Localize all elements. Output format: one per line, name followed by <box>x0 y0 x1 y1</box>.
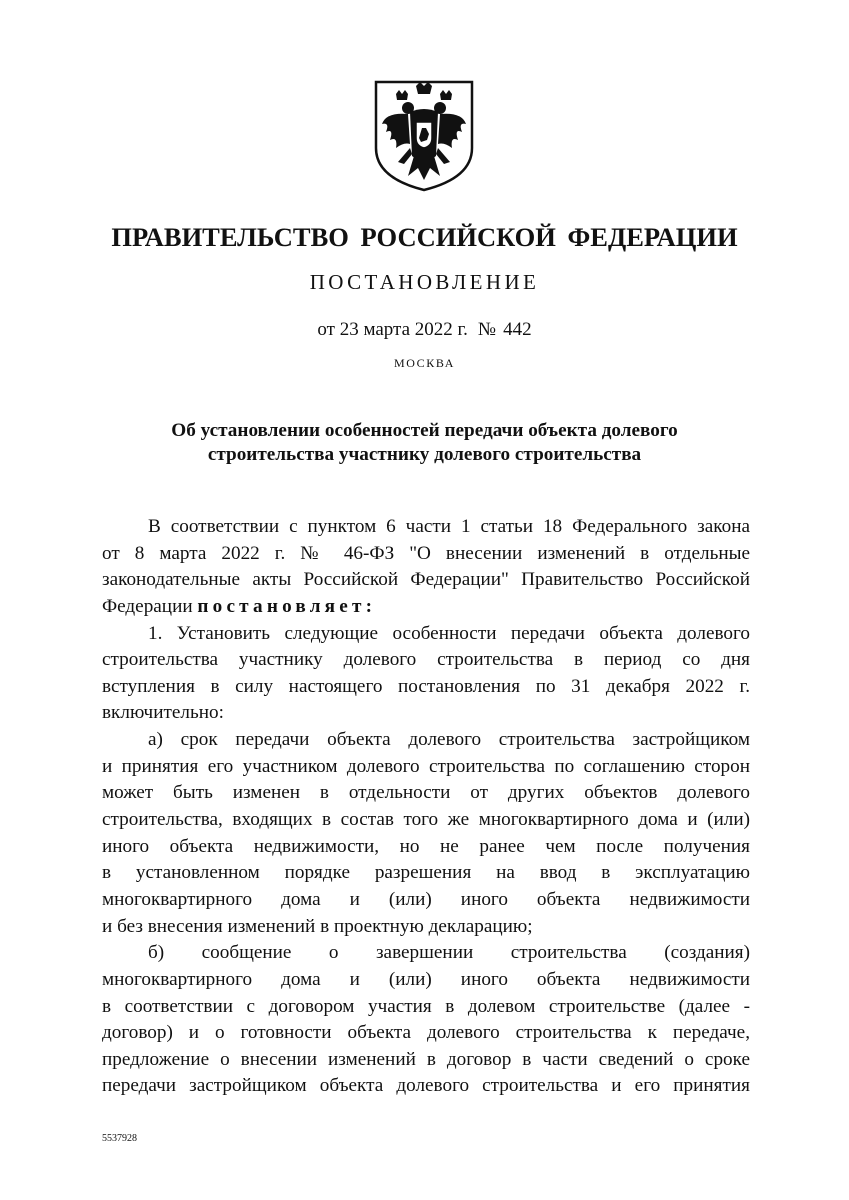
text-line: и без внесения изменений в проектную декларацию; <box>102 915 533 937</box>
text-line: предложение о внесении изменений в договор в части сведений о сроке <box>102 1048 750 1070</box>
footer-code: 5537928 <box>102 1133 137 1144</box>
text-line: вступления в силу настоящего постановления по 31 декабря 2022 г. <box>102 675 750 697</box>
document-number: 442 <box>503 319 532 340</box>
text-line: законодательные акты Российской Федерации" Правительство Российской <box>102 569 750 591</box>
text-line: передачи застройщиком объекта долевого строительства и его принятия <box>102 1075 750 1097</box>
text-line: строительства участнику долевого строительства в период со дня <box>102 649 750 671</box>
preamble-last-word: Федерации <box>102 595 193 617</box>
text-line: строительства, входящих в состав того же многоквартирного дома и (или) <box>102 809 750 831</box>
text-line: и принятия его участником долевого строительства по соглашению сторон <box>102 755 750 777</box>
subject-line-2: строительства участнику долевого строительства <box>207 444 642 465</box>
subject-line-1: Об установлении особенностей передачи объекта долевого <box>171 420 678 441</box>
text-line: в соответствии с договором участия в долевом строительстве (далее - <box>102 995 750 1017</box>
text-line: В соответствии с пунктом 6 части 1 статьи 18 Федерального закона <box>148 516 750 537</box>
document-date: от 23 марта 2022 г. <box>317 319 468 340</box>
document-type: ПОСТАНОВЛЕНИЕ <box>309 270 540 294</box>
russian-coat-of-arms-icon <box>372 78 476 192</box>
text-line <box>102 594 750 621</box>
text-line: включительно: <box>102 702 224 724</box>
text-line: многоквартирного дома и (или) иного объекта недвижимости <box>102 968 750 990</box>
number-sign: № <box>477 319 497 340</box>
document-subject <box>0 419 849 467</box>
decree-word: постановляет: <box>197 595 377 617</box>
text-line: 1. Установить следующие особенности передачи объекта долевого <box>148 622 750 644</box>
text-line: в установленном порядке разрешения на ввод в эксплуатацию <box>102 862 750 884</box>
text-line: многоквартирного дома и (или) иного объекта недвижимости <box>102 888 750 910</box>
text-line: может быть изменен в отдельности от других объектов долевого <box>102 782 750 804</box>
text-line: иного объекта недвижимости, но не ранее чем после получения <box>102 835 750 857</box>
document-body <box>102 514 750 1100</box>
document-date-line <box>0 319 849 341</box>
text-line: а) срок передачи объекта долевого строительства застройщиком <box>148 729 750 751</box>
government-title: ПРАВИТЕЛЬСТВО РОССИЙСКОЙ ФЕДЕРАЦИИ <box>111 222 738 252</box>
text-line: договор) и о готовности объекта долевого строительства к передаче, <box>102 1022 750 1044</box>
text-line: от 8 марта 2022 г. № 46-ФЗ "О внесении изменений в отдельные <box>102 542 750 564</box>
document-city: МОСКВА <box>393 356 455 370</box>
text-line: б) сообщение о завершении строительства (создания) <box>148 942 750 964</box>
